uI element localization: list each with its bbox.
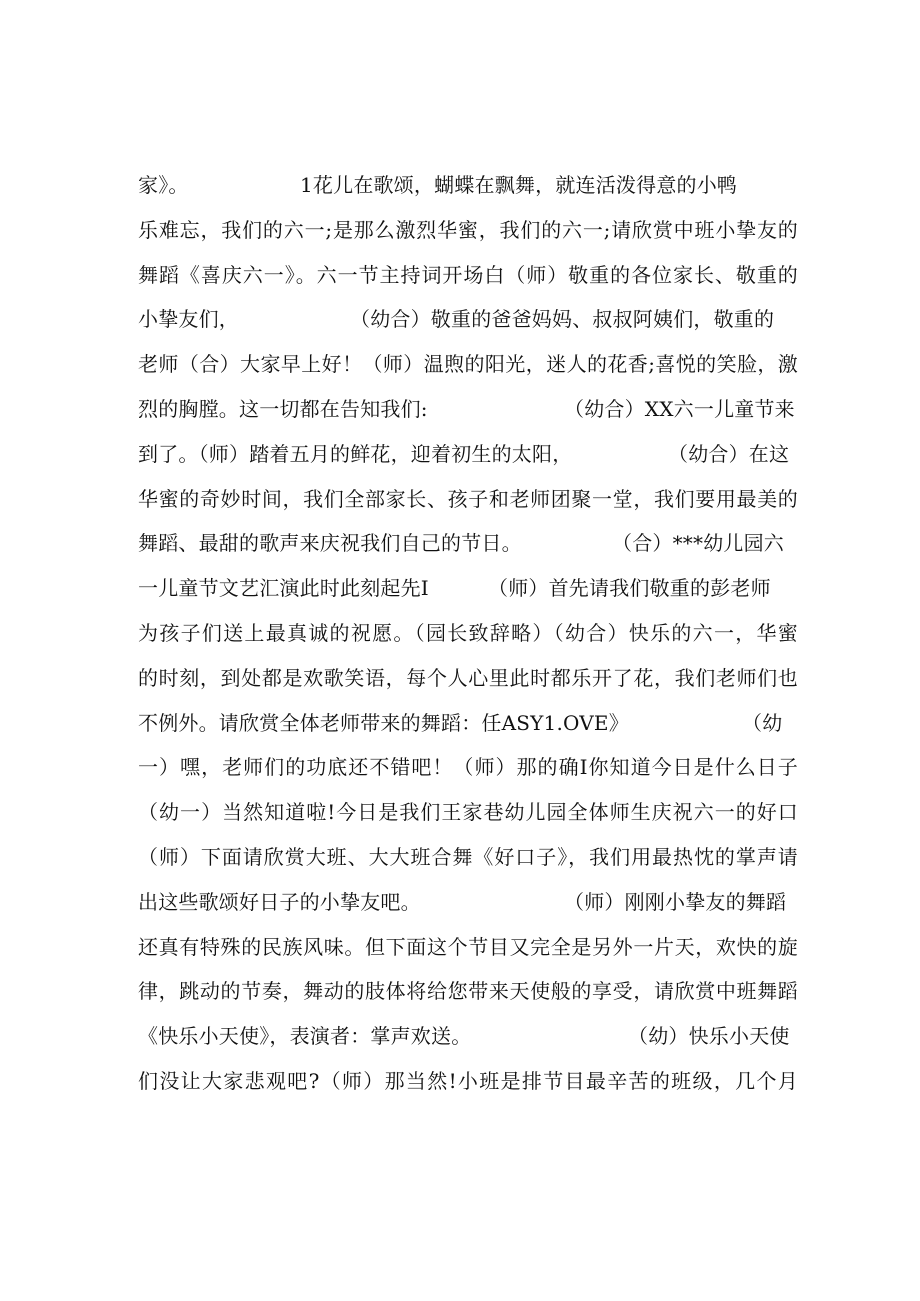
text-segment: 舞蹈、最甜的歌声来庆祝我们自己的节日。	[138, 531, 522, 556]
text-line-11: 为孩子们送上最真诚的祝愿。（园长致辞略）（幼合）快乐的六一，华蜜	[138, 620, 798, 645]
text-line-9	[138, 521, 798, 566]
text-line-1	[138, 163, 798, 208]
text-segment: （幼合）在这	[668, 441, 790, 466]
text-line-21: 们没让大家悲观吧?（师）那当然!小班是排节目最辛苦的班级，几个月	[138, 1068, 798, 1093]
text-segment: （幼	[742, 710, 783, 735]
text-segment: （师）首先请我们敬重的彭老师	[488, 576, 771, 601]
text-line-3: 舞蹈《喜庆六一》。六一节主持词开场白（师）敬重的各位家长、敬重的	[138, 262, 798, 287]
text-segment: （合）***幼儿园六	[612, 531, 784, 556]
text-segment: 烈的胸膛。这一切都在告知我们:	[138, 396, 428, 421]
text-segment: 到了。（师）踏着五月的鲜花，迎着初生的太阳，	[138, 441, 573, 466]
text-line-15: （幼一）当然知道啦!今日是我们王家巷幼儿园全体师生庆祝六一的好口	[138, 800, 798, 825]
text-segment: （幼）快乐小天使	[628, 1024, 790, 1049]
text-line-10	[138, 566, 798, 611]
text-line-4	[138, 297, 798, 342]
text-segment: 《快乐小天使》，表演者：掌声欢送。	[138, 1024, 472, 1049]
text-line-17	[138, 880, 798, 925]
text-segment: 1花儿在歌颂，蝴蝶在飘舞，就连活泼得意的小鸭	[300, 173, 738, 197]
body-text	[138, 163, 798, 1104]
text-line-18: 还真有特殊的民族风味。但下面这个节目又完全是另外一片天，欢快的旋	[138, 934, 798, 959]
text-line-8: 华蜜的奇妙时间，我们全部家长、孩子和老师团聚一堂，我们要用最美的	[138, 486, 798, 511]
text-line-12: 的时刻，到处都是欢歌笑语，每个人心里此时都乐开了花，我们老师们也	[138, 665, 798, 690]
text-segment: （师）刚刚小挚友的舞蹈	[564, 889, 787, 914]
text-line-6	[138, 387, 798, 432]
text-segment: 不例外。请欣赏全体老师带来的舞蹈：任ASY1.OVE》	[138, 710, 629, 735]
text-line-20	[138, 1014, 798, 1059]
text-segment: 一儿童节文艺汇演此时此刻起先I	[138, 576, 429, 601]
text-segment: 小挚友们，	[138, 307, 239, 332]
text-line-5: 老师（合）大家早上好！（师）温煦的阳光，迷人的花香;喜悦的笑脸，激	[138, 352, 798, 377]
text-segment: （幼合）XX六一儿童节来	[564, 396, 795, 421]
text-segment: 家》。	[138, 173, 189, 197]
text-line-13	[138, 701, 798, 746]
text-line-2: 乐难忘，我们的六一;是那么激烈华蜜，我们的六一;请欣赏中班小挚友的	[138, 217, 798, 242]
text-line-7	[138, 432, 798, 477]
text-line-16: （师）下面请欣赏大班、大大班合舞《好口子》，我们用最热忱的掌声请	[138, 844, 798, 869]
text-segment: （幼合）敬重的爸爸妈妈、叔叔阿姨们，敬重的	[350, 307, 775, 332]
text-line-19: 律，跳动的节奏，舞动的肢体将给您带来天使般的享受，请欣赏中班舞蹈	[138, 979, 798, 1004]
text-line-14: 一）嘿，老师们的功底还不错吧！（师）那的确I你知道今日是什么日子	[138, 755, 798, 780]
text-segment: 出这些歌颂好日子的小挚友吧。	[138, 889, 421, 914]
